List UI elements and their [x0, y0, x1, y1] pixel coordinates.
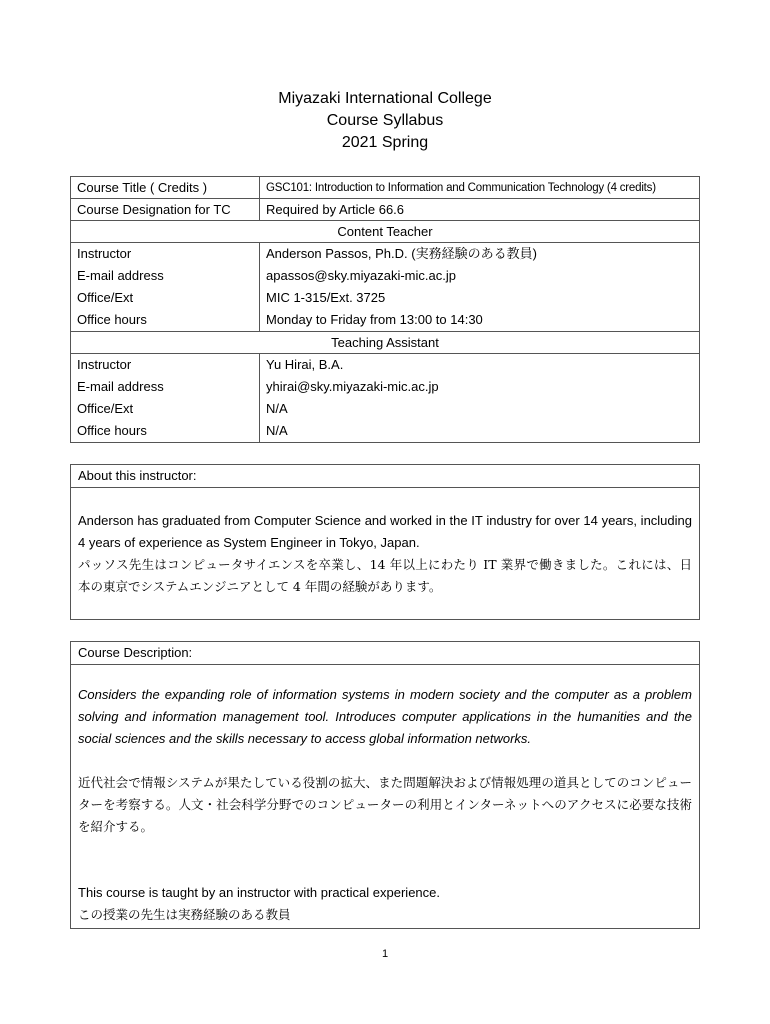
course-title-value: GSC101: Introduction to Information and Communication Technology (4 credits)	[260, 177, 700, 199]
course-description-text-ja: 近代社会で情報システムが果たしている役割の拡大、また問題解決および情報処理の道具としてのコンピューターを考察する。人文・社会科学分野でのコンピューターの利用とインターネットへのアクセスに必要な技術を紹介する。	[78, 775, 692, 834]
instructor-office: MIC 1-315/Ext. 3725	[266, 290, 386, 305]
ta-email: yhirai@sky.miyazaki-mic.ac.jp	[266, 379, 439, 394]
course-description-body	[71, 665, 699, 926]
instructor-office-hours: Monday to Friday from 13:00 to 14:30	[266, 312, 483, 327]
teaching-assistant-heading: Teaching Assistant	[71, 332, 700, 354]
document-header	[0, 88, 770, 154]
teaching-assistant-header-row	[71, 332, 700, 354]
institution-name: Miyazaki International College	[278, 90, 492, 107]
content-teacher-heading: Content Teacher	[71, 221, 700, 243]
teaching-assistant-labels	[71, 354, 260, 443]
about-instructor-title: About this instructor:	[71, 465, 699, 488]
course-description-text-en: Considers the expanding role of information systems in modern society and the computer as a problem solving and information management tool. Introduces computer applications in the humanities and the social sciences and the skills necessary to access global information networks.	[78, 687, 692, 746]
ta-office-ext-label: Office/Ext	[77, 401, 134, 416]
course-title-label: Course Title ( Credits )	[71, 177, 260, 199]
instructor-label: Instructor	[77, 246, 132, 261]
course-designation-value: Required by Article 66.6	[260, 199, 700, 221]
practical-experience-note-ja: この授業の先生は実務経験のある教員	[78, 907, 291, 922]
content-teacher-details-row	[71, 243, 700, 332]
about-instructor-text-ja: パッソス先生はコンピュータサイエンスを卒業し、14 年以上にわたり IT 業界で働きました。これには、日本の東京でシステムエンジニアとして 4 年間の経験があります。	[78, 557, 692, 594]
ta-office: N/A	[266, 401, 288, 416]
course-designation-label: Course Designation for TC	[71, 199, 260, 221]
course-title-row	[71, 177, 700, 199]
page-number: 1	[381, 948, 389, 960]
course-designation-row	[71, 199, 700, 221]
teaching-assistant-values	[260, 354, 700, 443]
about-instructor-box	[70, 464, 700, 620]
instructor-name: Anderson Passos, Ph.D. (実務経験のある教員)	[266, 246, 537, 261]
content-teacher-values	[260, 243, 700, 332]
ta-instructor-label: Instructor	[77, 357, 132, 372]
teaching-assistant-details-row	[71, 354, 700, 443]
ta-office-hours-label: Office hours	[77, 423, 147, 438]
document-title: Course Syllabus	[326, 112, 444, 129]
office-ext-label: Office/Ext	[77, 290, 134, 305]
about-instructor-body	[71, 488, 699, 598]
ta-name: Yu Hirai, B.A.	[266, 357, 344, 372]
instructor-email: apassos@sky.miyazaki-mic.ac.jp	[266, 268, 456, 283]
course-description-box	[70, 641, 700, 929]
ta-email-label: E-mail address	[77, 379, 164, 394]
office-hours-label: Office hours	[77, 312, 147, 327]
ta-office-hours: N/A	[266, 423, 288, 438]
email-label: E-mail address	[77, 268, 164, 283]
about-instructor-text-en: Anderson has graduated from Computer Science and worked in the IT industry for over 14 years, including 4 years of experience as System Engineer in Tokyo, Japan.	[78, 513, 692, 550]
course-description-title: Course Description:	[71, 642, 699, 665]
content-teacher-header-row	[71, 221, 700, 243]
course-info-table	[70, 176, 700, 443]
content-teacher-labels	[71, 243, 260, 332]
practical-experience-note-en: This course is taught by an instructor with practical experience.	[78, 885, 441, 900]
term: 2021 Spring	[341, 134, 429, 151]
